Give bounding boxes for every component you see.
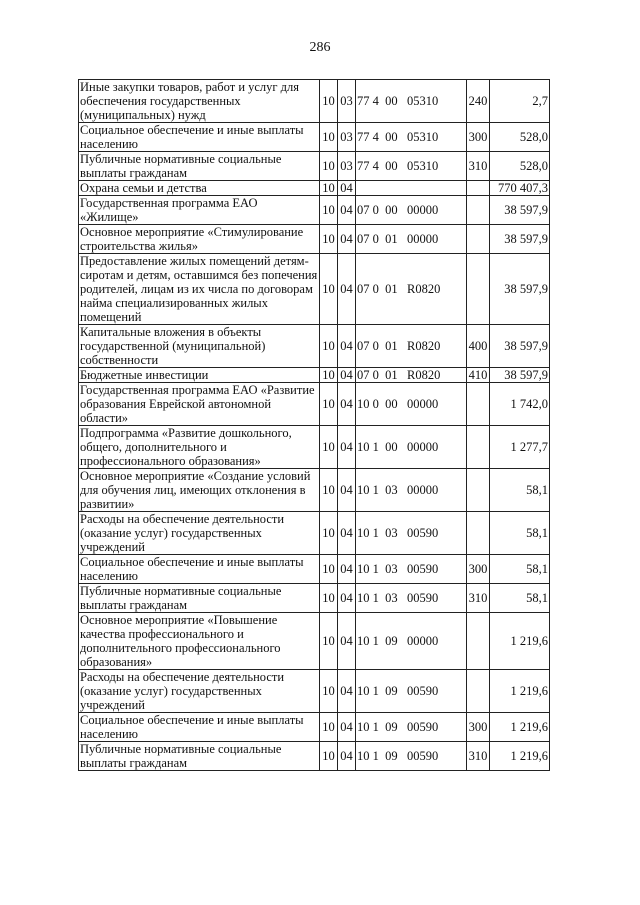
row-section: 10 (320, 670, 338, 713)
table-row (79, 196, 550, 225)
table-row (79, 368, 550, 383)
row-target-item: 77 4 00 05310 (356, 123, 467, 152)
table-row (79, 325, 550, 368)
row-section: 10 (320, 742, 338, 771)
table-row (79, 426, 550, 469)
table-row (79, 254, 550, 325)
row-section: 10 (320, 613, 338, 670)
row-subsection: 04 (338, 426, 356, 469)
row-expense-type (467, 512, 490, 555)
table-row (79, 555, 550, 584)
row-expense-type (467, 181, 490, 196)
row-expense-type: 410 (467, 368, 490, 383)
row-name: Капитальные вложения в объекты государственной (муниципальной) собственности (79, 325, 320, 368)
row-section: 10 (320, 152, 338, 181)
row-expense-type (467, 254, 490, 325)
row-section: 10 (320, 469, 338, 512)
row-expense-type: 400 (467, 325, 490, 368)
row-amount: 770 407,3 (490, 181, 550, 196)
row-section: 10 (320, 196, 338, 225)
row-target-item: 07 0 01 R0820 (356, 368, 467, 383)
row-name: Социальное обеспечение и иные выплаты населению (79, 555, 320, 584)
budget-table (78, 79, 550, 771)
row-subsection: 04 (338, 512, 356, 555)
row-subsection: 04 (338, 742, 356, 771)
row-amount: 1 277,7 (490, 426, 550, 469)
row-name: Публичные нормативные социальные выплаты гражданам (79, 584, 320, 613)
row-subsection: 04 (338, 225, 356, 254)
row-subsection: 04 (338, 325, 356, 368)
row-name: Основное мероприятие «Стимулирование строительства жилья» (79, 225, 320, 254)
row-expense-type (467, 670, 490, 713)
table-row (79, 123, 550, 152)
row-amount: 58,1 (490, 512, 550, 555)
row-subsection: 04 (338, 181, 356, 196)
row-target-item: 07 0 01 R0820 (356, 325, 467, 368)
row-name: Социальное обеспечение и иные выплаты населению (79, 123, 320, 152)
row-subsection: 04 (338, 670, 356, 713)
row-expense-type: 300 (467, 555, 490, 584)
row-amount: 58,1 (490, 555, 550, 584)
row-amount: 38 597,9 (490, 196, 550, 225)
row-amount: 38 597,9 (490, 368, 550, 383)
row-amount: 1 742,0 (490, 383, 550, 426)
row-subsection: 04 (338, 196, 356, 225)
row-expense-type (467, 383, 490, 426)
row-subsection: 04 (338, 584, 356, 613)
row-name: Публичные нормативные социальные выплаты гражданам (79, 152, 320, 181)
table-row (79, 152, 550, 181)
table-row (79, 742, 550, 771)
row-section: 10 (320, 123, 338, 152)
table-row (79, 512, 550, 555)
row-target-item: 07 0 00 00000 (356, 196, 467, 225)
row-target-item: 10 1 00 00000 (356, 426, 467, 469)
row-subsection: 03 (338, 123, 356, 152)
row-target-item: 10 1 09 00590 (356, 713, 467, 742)
row-target-item: 07 0 01 00000 (356, 225, 467, 254)
row-subsection: 03 (338, 80, 356, 123)
row-section: 10 (320, 383, 338, 426)
row-amount: 1 219,6 (490, 713, 550, 742)
row-amount: 58,1 (490, 584, 550, 613)
row-target-item: 07 0 01 R0820 (356, 254, 467, 325)
row-section: 10 (320, 181, 338, 196)
row-expense-type: 310 (467, 152, 490, 181)
row-subsection: 04 (338, 383, 356, 426)
row-target-item: 10 1 03 00590 (356, 512, 467, 555)
row-target-item: 77 4 00 05310 (356, 80, 467, 123)
row-target-item: 10 1 03 00590 (356, 584, 467, 613)
row-name: Государственная программа ЕАО «Жилище» (79, 196, 320, 225)
table-row (79, 584, 550, 613)
row-target-item: 10 1 09 00590 (356, 742, 467, 771)
row-expense-type (467, 613, 490, 670)
row-name: Публичные нормативные социальные выплаты гражданам (79, 742, 320, 771)
budget-table-body (79, 80, 550, 771)
table-row (79, 670, 550, 713)
row-subsection: 04 (338, 368, 356, 383)
row-expense-type (467, 196, 490, 225)
row-section: 10 (320, 584, 338, 613)
row-amount: 38 597,9 (490, 225, 550, 254)
row-amount: 2,7 (490, 80, 550, 123)
row-name: Социальное обеспечение и иные выплаты населению (79, 713, 320, 742)
row-subsection: 04 (338, 613, 356, 670)
row-section: 10 (320, 225, 338, 254)
row-expense-type: 310 (467, 584, 490, 613)
row-name: Подпрограмма «Развитие дошкольного, общего, дополнительного и профессионального образования» (79, 426, 320, 469)
row-name: Иные закупки товаров, работ и услуг для обеспечения государственных (муниципальных) нужд (79, 80, 320, 123)
row-subsection: 04 (338, 713, 356, 742)
table-row (79, 80, 550, 123)
row-name: Государственная программа ЕАО «Развитие образования Еврейской автономной области» (79, 383, 320, 426)
row-amount: 38 597,9 (490, 254, 550, 325)
table-row (79, 713, 550, 742)
row-target-item: 10 1 09 00000 (356, 613, 467, 670)
row-expense-type (467, 426, 490, 469)
row-amount: 58,1 (490, 469, 550, 512)
row-subsection: 04 (338, 254, 356, 325)
row-name: Предоставление жилых помещений детям-сиротам и детям, оставшимся без попечения родителей, лицам из их числа по договорам найма специализированных жилых помещений (79, 254, 320, 325)
row-expense-type: 240 (467, 80, 490, 123)
row-target-item: 77 4 00 05310 (356, 152, 467, 181)
row-section: 10 (320, 555, 338, 584)
row-section: 10 (320, 368, 338, 383)
row-expense-type (467, 225, 490, 254)
row-target-item: 10 1 09 00590 (356, 670, 467, 713)
row-section: 10 (320, 713, 338, 742)
row-section: 10 (320, 426, 338, 469)
table-row (79, 181, 550, 196)
row-section: 10 (320, 80, 338, 123)
row-section: 10 (320, 512, 338, 555)
row-name: Основное мероприятие «Создание условий для обучения лиц, имеющих отклонения в развитии» (79, 469, 320, 512)
row-amount: 528,0 (490, 123, 550, 152)
table-row (79, 469, 550, 512)
table-row (79, 383, 550, 426)
row-section: 10 (320, 254, 338, 325)
row-name: Расходы на обеспечение деятельности (оказание услуг) государственных учреждений (79, 670, 320, 713)
row-expense-type (467, 469, 490, 512)
row-amount: 1 219,6 (490, 670, 550, 713)
row-subsection: 03 (338, 152, 356, 181)
row-amount: 1 219,6 (490, 613, 550, 670)
row-target-item: 10 1 03 00590 (356, 555, 467, 584)
row-amount: 528,0 (490, 152, 550, 181)
row-name: Охрана семьи и детства (79, 181, 320, 196)
row-name: Бюджетные инвестиции (79, 368, 320, 383)
row-section: 10 (320, 325, 338, 368)
row-expense-type: 310 (467, 742, 490, 771)
row-amount: 1 219,6 (490, 742, 550, 771)
table-row (79, 613, 550, 670)
row-expense-type: 300 (467, 123, 490, 152)
row-target-item (356, 181, 467, 196)
row-subsection: 04 (338, 469, 356, 512)
row-name: Основное мероприятие «Повышение качества профессионального и дополнительного профессионального образования» (79, 613, 320, 670)
page-number: 286 (309, 40, 331, 55)
row-amount: 38 597,9 (490, 325, 550, 368)
table-row (79, 225, 550, 254)
row-expense-type: 300 (467, 713, 490, 742)
row-subsection: 04 (338, 555, 356, 584)
row-name: Расходы на обеспечение деятельности (оказание услуг) государственных учреждений (79, 512, 320, 555)
row-target-item: 10 1 03 00000 (356, 469, 467, 512)
row-target-item: 10 0 00 00000 (356, 383, 467, 426)
